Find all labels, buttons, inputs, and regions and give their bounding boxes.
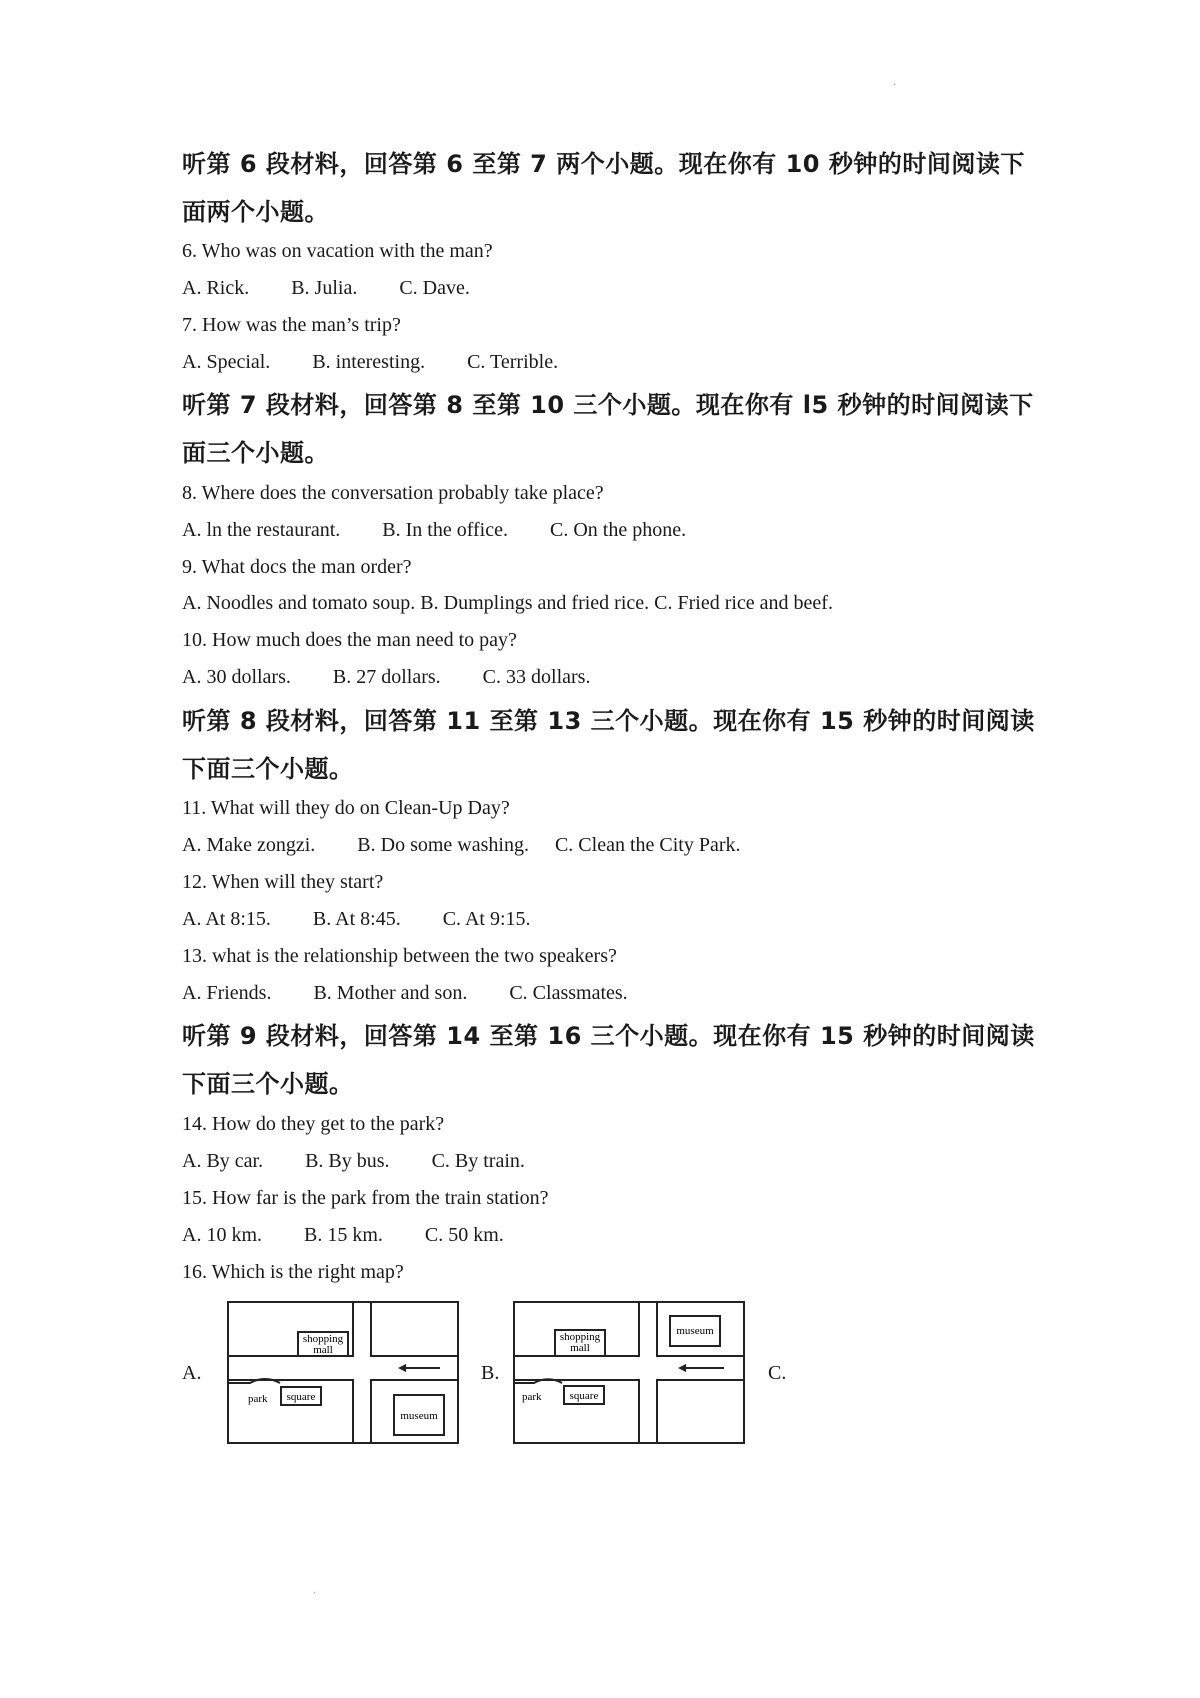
map-a-museum: museum bbox=[400, 1410, 438, 1422]
option: B. In the office. bbox=[382, 519, 508, 541]
options-7 bbox=[182, 351, 600, 374]
map-b bbox=[512, 1300, 748, 1446]
options-8 bbox=[182, 519, 728, 542]
map-a-shopping: shopping bbox=[302, 1333, 344, 1345]
options-15 bbox=[182, 1224, 546, 1247]
options-6 bbox=[182, 277, 512, 300]
option: B. Do some washing. bbox=[357, 834, 529, 856]
option: A. Noodles and tomato soup. B. Dumplings and fried rice. C. Fried rice and beef. bbox=[182, 592, 833, 614]
section-instruction: 听第 7 段材料，回答第 8 至第 10 三个小题。现在你有 l5 秒钟的时间阅读下面三个小题。 bbox=[182, 391, 1034, 467]
option: B. By bus. bbox=[305, 1150, 390, 1172]
map-b-museum: museum bbox=[676, 1325, 714, 1337]
section-instruction: 听第 9 段材料，回答第 14 至第 16 三个小题。现在你有 15 秒钟的时间阅读下面三个小题。 bbox=[182, 1022, 1035, 1098]
map-label-a: A. bbox=[182, 1362, 202, 1384]
option: C. On the phone. bbox=[549, 519, 687, 541]
option: A. Friends. bbox=[182, 982, 272, 1004]
option: B. Mother and son. bbox=[313, 982, 468, 1004]
question-12: 12. When will they start? bbox=[182, 871, 384, 893]
option: A. Special. bbox=[182, 351, 271, 373]
map-a-mall: mall bbox=[313, 1344, 333, 1356]
option: A. 30 dollars. bbox=[182, 666, 291, 688]
option: B. At 8:45. bbox=[312, 908, 401, 930]
map-a-square: square bbox=[286, 1391, 316, 1403]
option: C. 50 km. bbox=[424, 1224, 504, 1246]
map-b-park: park bbox=[522, 1391, 542, 1403]
option: C. Classmates. bbox=[509, 982, 628, 1004]
option: B. interesting. bbox=[312, 351, 426, 373]
question-10: 10. How much does the man need to pay? bbox=[182, 629, 517, 651]
option: C. Terrible. bbox=[467, 351, 559, 373]
arrow-left-icon bbox=[398, 1364, 406, 1372]
question-11: 11. What will they do on Clean-Up Day? bbox=[182, 797, 510, 819]
options-11 bbox=[182, 834, 783, 857]
option: A. ln the restaurant. bbox=[182, 519, 341, 541]
map-b-shopping: shopping bbox=[559, 1331, 601, 1343]
option: A. Rick. bbox=[182, 277, 250, 299]
option: A. Make zongzi. bbox=[182, 834, 316, 856]
options-14 bbox=[182, 1150, 567, 1173]
map-a bbox=[226, 1300, 462, 1446]
option: B. Julia. bbox=[291, 277, 358, 299]
options-10 bbox=[182, 666, 632, 689]
options-12 bbox=[182, 908, 573, 931]
option: C. Clean the City Park. bbox=[554, 834, 741, 856]
option: B. 15 km. bbox=[304, 1224, 383, 1246]
map-b-square: square bbox=[569, 1390, 599, 1402]
map-label-b: B. bbox=[481, 1362, 500, 1384]
question-9: 9. What docs the man order? bbox=[182, 556, 412, 578]
section-instruction: 听第 8 段材料，回答第 11 至第 13 三个小题。现在你有 15 秒钟的时间阅读下面三个小题。 bbox=[182, 707, 1035, 783]
section-instruction: 听第 6 段材料，回答第 6 至第 7 两个小题。现在你有 10 秒钟的时间阅读下面两个小题。 bbox=[182, 150, 1025, 226]
option: C. At 9:15. bbox=[442, 908, 531, 930]
arrow-left-icon bbox=[678, 1364, 686, 1372]
option: C. 33 dollars. bbox=[482, 666, 591, 688]
map-b-mall: mall bbox=[570, 1342, 590, 1354]
option: B. 27 dollars. bbox=[332, 666, 441, 688]
option: A. At 8:15. bbox=[182, 908, 271, 930]
option: C. Dave. bbox=[399, 277, 470, 299]
question-16: 16. Which is the right map? bbox=[182, 1261, 404, 1283]
options-13 bbox=[182, 982, 670, 1005]
option: A. By car. bbox=[182, 1150, 264, 1172]
option: A. 10 km. bbox=[182, 1224, 262, 1246]
scan-dot: · bbox=[893, 80, 897, 91]
options-9 bbox=[182, 592, 833, 615]
question-6: 6. Who was on vacation with the man? bbox=[182, 240, 493, 262]
question-7: 7. How was the man’s trip? bbox=[182, 314, 401, 336]
question-13: 13. what is the relationship between the two speakers? bbox=[182, 945, 617, 967]
map-a-park: park bbox=[248, 1393, 268, 1405]
scan-dot: · bbox=[313, 1588, 317, 1599]
option: C. By train. bbox=[431, 1150, 525, 1172]
question-14: 14. How do they get to the park? bbox=[182, 1113, 445, 1135]
question-8: 8. Where does the conversation probably take place? bbox=[182, 482, 604, 504]
map-label-c: C. bbox=[768, 1362, 787, 1384]
question-15: 15. How far is the park from the train station? bbox=[182, 1187, 549, 1209]
